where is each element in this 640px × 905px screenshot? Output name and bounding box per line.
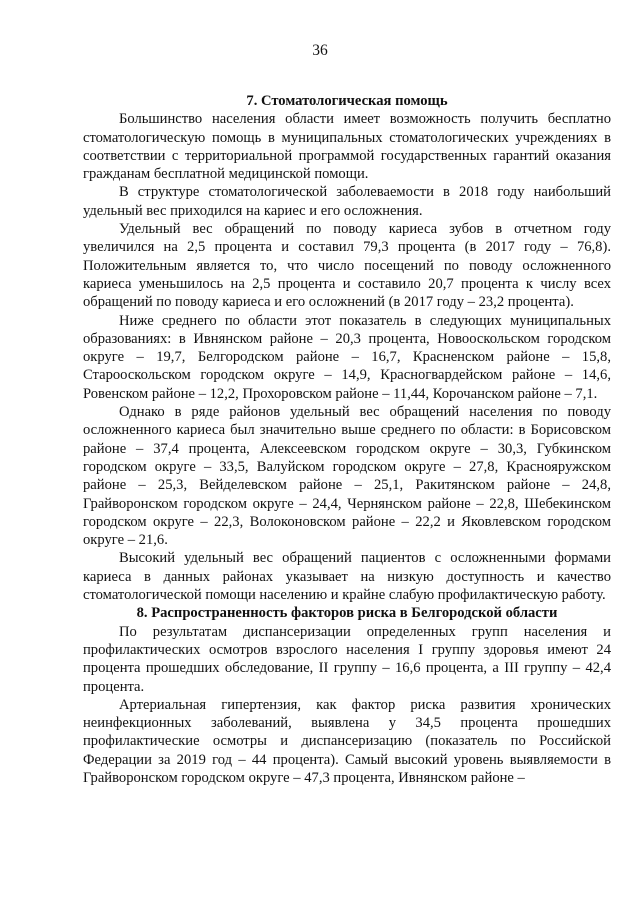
section-heading-dental-care: 7. Стоматологическая помощь [246, 93, 448, 109]
paragraph: Высокий удельный вес обращений пациентов с осложненными формами кариеса в данных районах указывает на низкую доступность и качество стоматологической помощи населению и крайне слабую профилактическую работу. [83, 550, 611, 604]
paragraph: Артериальная гипертензия, как фактор риска развития хронических неинфекционных заболеваний, выявлена у 34,5 процента прошедших профилактические осмотры и диспансеризацию (показатель по Российской Федерации за 2019 год – 44 процента). Самый высокий уровень выявляемости в Грайворонском городском округе – 47,3 процента, Ивнянском районе – [83, 696, 611, 786]
paragraph: По результатам диспансеризации определенных групп населения и профилактических осмотров взрослого населения I группу здоровья имеют 24 процента прошедших обследование, II группу – 16,6 процента, а III группу – 42,4 процента. [83, 623, 611, 695]
paragraph: Большинство населения области имеет возможность получить бесплатно стоматологическую помощь в муниципальных стоматологических учреждениях в соответствии с территориальной программой государственных гарантий оказания гражданам бесплатной медицинской помощи. [83, 111, 611, 183]
page-number: 36 [312, 42, 328, 59]
paragraph: В структуре стоматологической заболеваемости в 2018 году наибольший удельный вес приходился на кариес и его осложнения. [83, 184, 611, 219]
paragraph: Удельный вес обращений по поводу кариеса зубов в отчетном году увеличился на 2,5 процента и составил 79,3 процента (в 2017 году – 76,8). Положительным является то, что число посещений по поводу осложненного кариеса уменьшилось на 2,5 процента и составило 20,7 процента к числу всех обращений по поводу кариеса и его осложнений (в 2017 году – 23,2 процента). [83, 221, 611, 311]
section-heading-risk-factors: 8. Распространенность факторов риска в Белгородской области [136, 605, 558, 622]
paragraph: Однако в ряде районов удельный вес обращений населения по поводу осложненного кариеса был значительно выше среднего по области: в Борисовском районе – 37,4 процента, Алексеевском городском округе – 30,3, Губкинском городском округе – 33,5, Валуйском городском округе – 27,8, Краснояружском районе – 25,3, Вейделевском районе – 25,1, Ракитянском районе – 24,8, Грайворонском городском округе – 24,4, Чернянском районе – 22,8, Шебекинском городском округе – 22,3, Волоконовском районе – 22,2 и Яковлевском городском округе – 21,6. [83, 404, 611, 549]
document-body [83, 92, 611, 787]
paragraph: Ниже среднего по области этот показатель в следующих муниципальных образованиях: в Ивнянском районе – 20,3 процента, Новооскольском городском округе – 19,7, Белгородском районе – 16,7, Красненском районе – 15,8, Старооскольском городском округе – 14,9, Красногвардейском районе – 14,6, Ровенском районе – 12,2, Прохоровском районе – 11,44, Корочанском районе – 7,1. [83, 312, 611, 402]
